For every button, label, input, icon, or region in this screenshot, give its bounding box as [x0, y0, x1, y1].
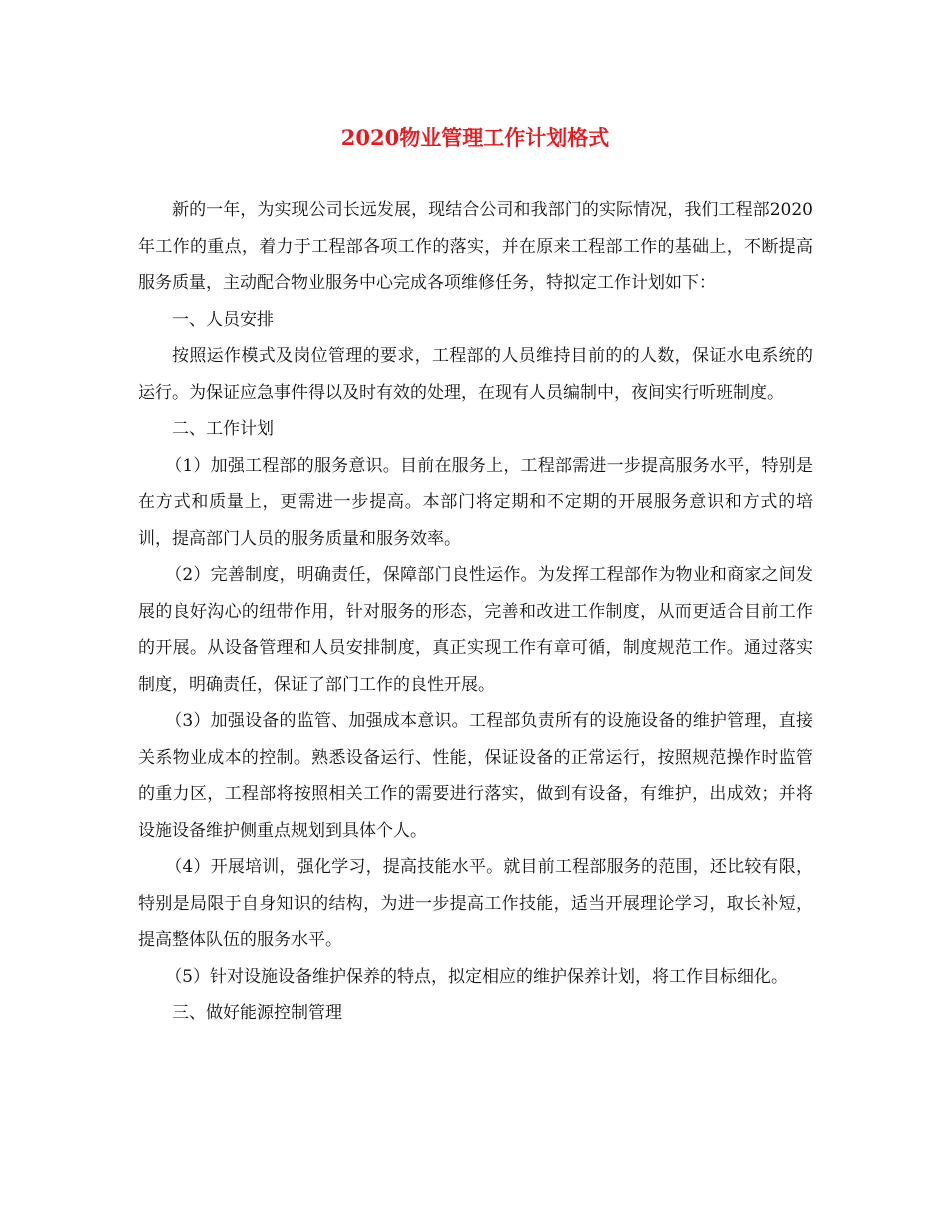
document-body	[138, 192, 813, 1032]
plan-item-5: （5）针对设施设备维护保养的特点，拟定相应的维护保养计划，将工作目标细化。	[165, 966, 789, 987]
plan-item-1: （1）加强工程部的服务意识。目前在服务上，工程部需进一步提高服务水平，特别是在方式和质量上，更需进一步提高。本部门将定期和不定期的开展服务意识和方式的培训，提高部门人员的服务质量和服务效率。	[138, 455, 813, 549]
plan-item-2: （2）完善制度，明确责任，保障部门良性运作。为发挥工程部作为物业和商家之间发展的良好沟心的纽带作用，针对服务的形态，完善和改进工作制度，从而更适合目前工作的开展。从设备管理和人员安排制度，真正实现工作有章可循，制度规范工作。通过落实制度，明确责任，保证了部门工作的良性开展。	[138, 565, 813, 695]
plan-item-3: （3）加强设备的监管、加强成本意识。工程部负责所有的设施设备的维护管理，直接关系物业成本的控制。熟悉设备运行、性能，保证设备的正常运行，按照规范操作时监管的重力区，工程部将按照相关工作的需要进行落实，做到有设备，有维护，出成效；并将设施设备维护侧重点规划到具体个人。	[138, 711, 813, 841]
heading-staff-arrangement: 一、人员安排	[172, 309, 274, 330]
heading-work-plan: 二、工作计划	[172, 419, 274, 439]
paragraph-intro: 新的一年，为实现公司长远发展，现结合公司和我部门的实际情况，我们工程部2020年工作的重点，着力于工程部各项工作的落实，并在原来工程部工作的基础上，不断提高服务质量，主动配合物业服务中心完成各项维修任务，特拟定工作计划如下：	[138, 200, 813, 293]
heading-energy-control: 三、做好能源控制管理	[172, 1003, 342, 1023]
paragraph-staff-arrangement: 按照运作模式及岗位管理的要求，工程部的人员维持目前的的人数，保证水电系统的运行。为保证应急事件得以及时有效的处理，在现有人员编制中，夜间实行听班制度。	[138, 346, 813, 403]
plan-item-4: （4）开展培训，强化学习，提高技能水平。就目前工程部服务的范围，还比较有限，特别是局限于自身知识的结构，为进一步提高工作技能，适当开展理论学习，取长补短，提高整体队伍的服务水平。	[138, 857, 813, 950]
document-title: 2020物业管理工作计划格式	[340, 125, 610, 150]
